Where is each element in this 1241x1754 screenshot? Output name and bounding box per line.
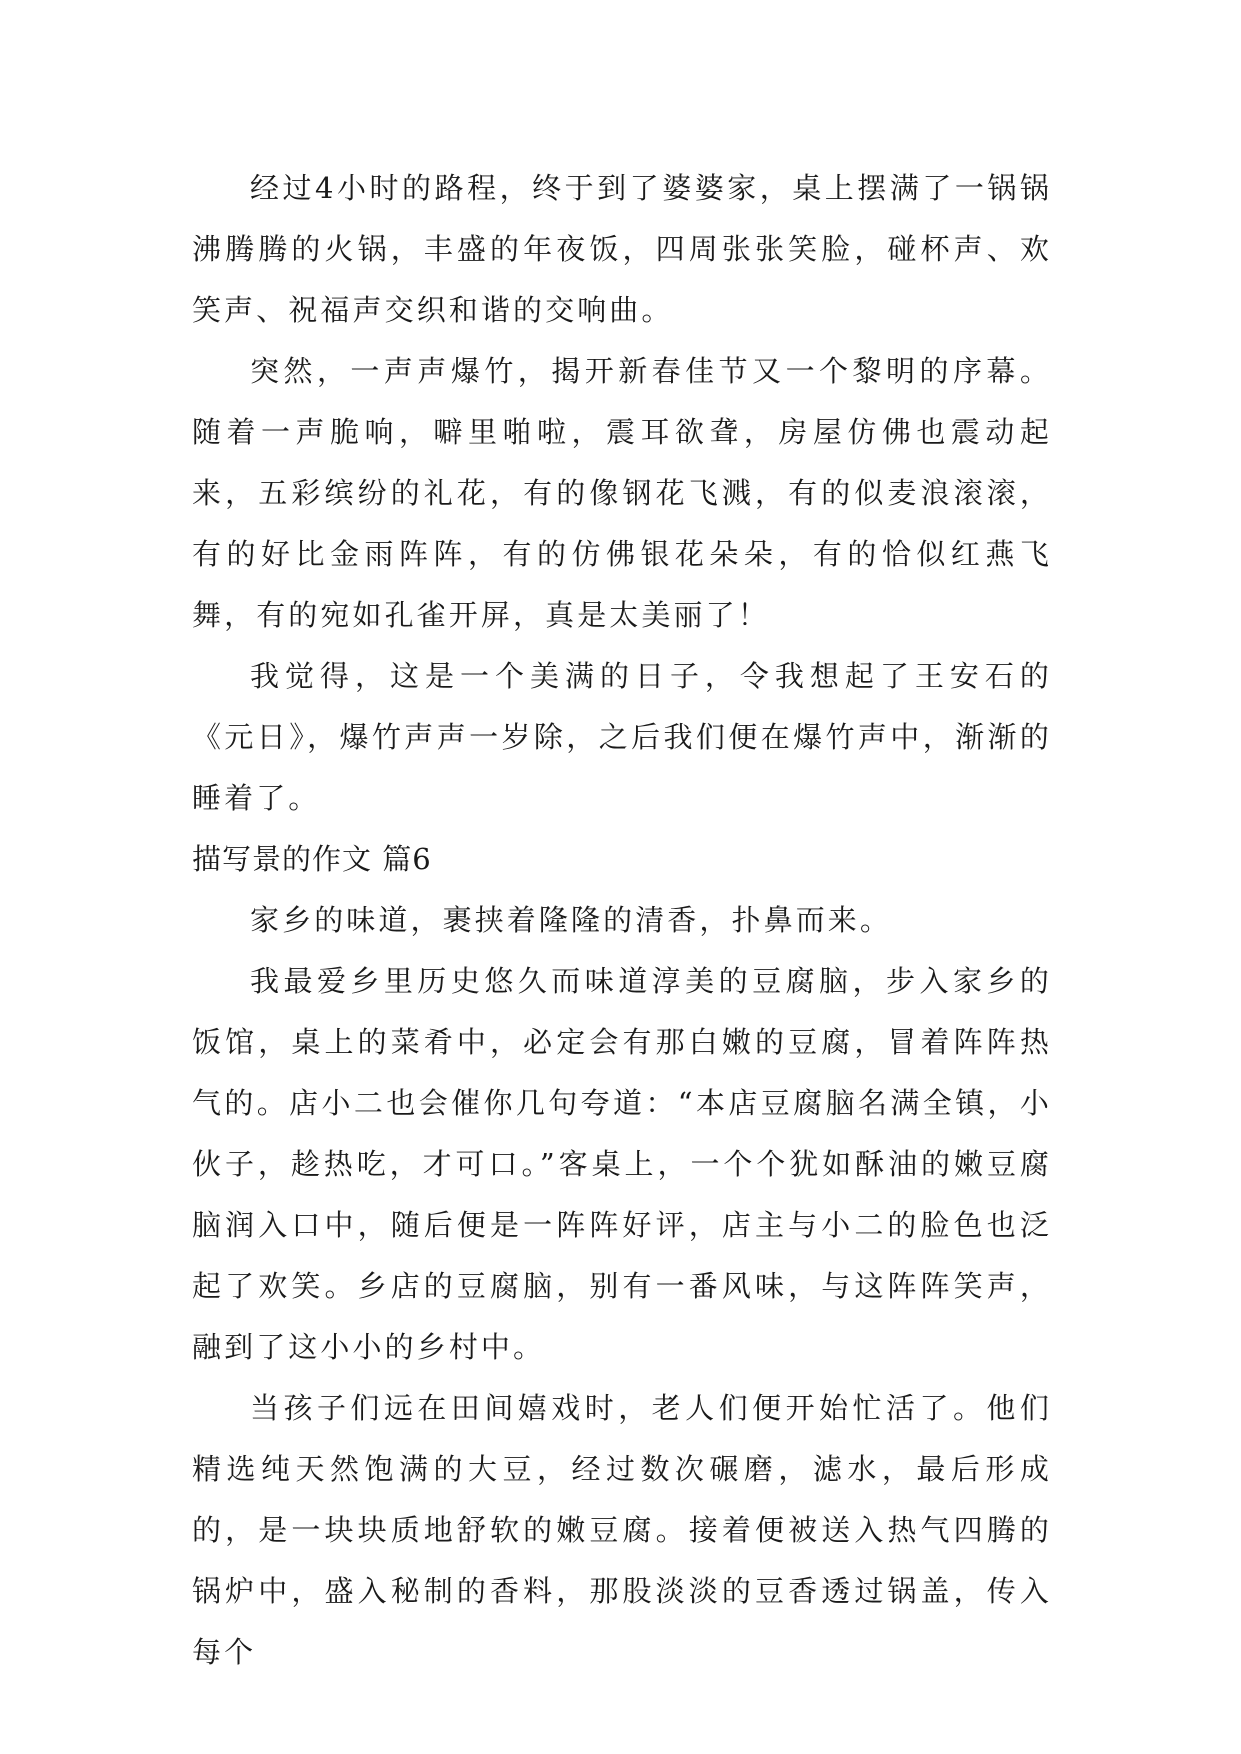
paragraph: 我最爱乡里历史悠久而味道淳美的豆腐脑，步入家乡的饭馆，桌上的菜肴中，必定会有那白嫩的豆腐，冒着阵阵热气的。店小二也会催你几句夸道：“本店豆腐脑名满全镇，小伙子，趁热吃，才可口。”客桌上，一个个犹如酥油的嫩豆腐脑润入口中，随后便是一阵阵好评，店主与小二的脸色也泛起了欢笑。乡店的豆腐脑，别有一番风味，与这阵阵笑声，融到了这小小的乡村中。 bbox=[192, 964, 1052, 1364]
paragraph: 当孩子们远在田间嬉戏时，老人们便开始忙活了。他们精选纯天然饱满的大豆，经过数次碾磨，滤水，最后形成的，是一块块质地舒软的嫩豆腐。接着便被送入热气四腾的锅炉中，盛入秘制的香料，那股淡淡的豆香透过锅盖，传入每个 bbox=[192, 1391, 1052, 1669]
paragraph: 我觉得，这是一个美满的日子，令我想起了王安石的《元日》，爆竹声声一岁除，之后我们便在爆竹声中，渐渐的睡着了。 bbox=[192, 659, 1052, 815]
paragraph: 突然，一声声爆竹，揭开新春佳节又一个黎明的序幕。随着一声脆响，噼里啪啦，震耳欲聋，房屋仿佛也震动起来，五彩缤纷的礼花，有的像钢花飞溅，有的似麦浪滚滚，有的好比金雨阵阵，有的仿佛银花朵朵，有的恰似红燕飞舞，有的宛如孔雀开屏，真是太美丽了！ bbox=[192, 354, 1052, 632]
document-body bbox=[192, 158, 1052, 1683]
paragraph: 家乡的味道，裹挟着隆隆的清香，扑鼻而来。 bbox=[250, 903, 893, 937]
paragraph: 经过4小时的路程，终于到了婆婆家，桌上摆满了一锅锅沸腾腾的火锅，丰盛的年夜饭，四周张张笑脸，碰杯声、欢笑声、祝福声交织和谐的交响曲。 bbox=[192, 171, 1052, 327]
section-heading: 描写景的作文 篇6 bbox=[192, 842, 432, 876]
